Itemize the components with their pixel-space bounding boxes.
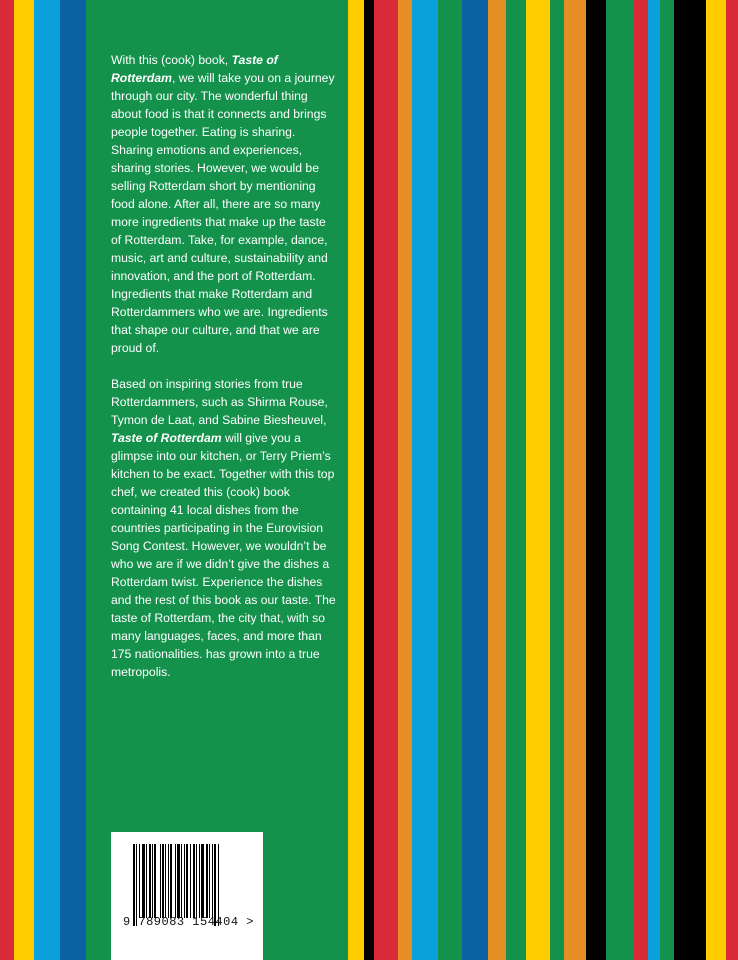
barcode-bar (139, 844, 140, 918)
stripe-blue (34, 0, 60, 960)
barcode-bar (177, 844, 180, 918)
barcode-bar (214, 844, 216, 926)
stripe-black (364, 0, 374, 960)
barcode-bar (206, 844, 208, 918)
stripe-green (506, 0, 526, 960)
barcode-bar (212, 844, 213, 918)
paragraph-text: Based on inspiring stories from true Rotterdammers, such as Shirma Rouse, Tymon de Laat, and Sabine Biesheuvel, (111, 377, 328, 427)
barcode-box (111, 832, 263, 960)
stripe-navy (60, 0, 86, 960)
barcode-bar (199, 844, 200, 918)
barcode-bar (190, 844, 191, 918)
book-title-emphasis: Taste of Rotterdam (111, 431, 222, 445)
barcode-bar (162, 844, 164, 918)
stripe-red (374, 0, 398, 960)
barcode-bar (152, 844, 153, 918)
isbn-number: 9 789083 154404 > (123, 915, 254, 929)
stripe-red (634, 0, 648, 960)
barcode-bar (193, 844, 195, 918)
stripe-green (606, 0, 634, 960)
paragraph-text: , we will take you on a journey through our city. The wonderful thing about food is that it connects and brings people together. Eating is sharing. Sharing emotions and experiences, sharing stories. However, we would be selling Rotterdam short by mentioning food alone. After all, there are so many more ingredients that make up the taste of Rotterdam. Take, for example, dance, music, art and culture, sustainability and innovation, and the port of Rotterdam. Ingredients that make Rotterdam and Rotterdammers who we are. Ingredients that shape our culture, and that we are proud of. (111, 71, 335, 355)
stripe-orange (488, 0, 506, 960)
stripe-blue (648, 0, 660, 960)
barcode-bar (186, 844, 188, 918)
barcode-bar (201, 844, 204, 918)
book-title-emphasis: Taste of Rotterdam (111, 53, 278, 85)
barcode-bar (218, 844, 219, 926)
barcode-bar (133, 844, 135, 926)
paragraph-text: will give you a glimpse into our kitchen, or Terry Priem’s kitchen to be exact. Together with this top chef, we created this (cook) book containing 41 local dishes from the countries participating in the Eurovision Song Contest. However, we wouldn’t be who we are if we didn’t give the dishes a Rotterdam twist. Experience the dishes and the rest of this book as our taste. The taste of Rotterdam, the city that, with so many languages, faces, and more than 175 nationalities. has grown into a true metropolis. (111, 431, 336, 679)
paragraph-1 (111, 51, 336, 357)
stripe-black (586, 0, 606, 960)
barcode-bar (165, 844, 166, 918)
stripe-black (674, 0, 706, 960)
stripe-yellow (706, 0, 726, 960)
barcode-bar (149, 844, 151, 918)
barcode-bar (181, 844, 182, 918)
paragraph-2 (111, 375, 336, 681)
barcode-bar (170, 844, 172, 918)
paragraph-text: With this (cook) book, (111, 53, 232, 67)
barcode-bar (184, 844, 185, 918)
back-cover-text (111, 51, 336, 699)
barcode-bar (146, 844, 147, 918)
stripe-green (660, 0, 674, 960)
stripe-yellow (526, 0, 550, 960)
barcode-bar (168, 844, 169, 918)
barcode-image (133, 844, 237, 926)
barcode-bar (160, 844, 161, 918)
barcode-bar (142, 844, 145, 918)
stripe-blue (412, 0, 438, 960)
stripe-green (550, 0, 564, 960)
stripe-red (0, 0, 14, 960)
barcode-bar (196, 844, 197, 918)
stripe-navy (462, 0, 488, 960)
barcode-bar (136, 844, 137, 926)
stripe-yellow (348, 0, 364, 960)
barcode-bar (175, 844, 176, 918)
stripe-red (726, 0, 738, 960)
stripe-green (438, 0, 462, 960)
stripe-yellow (14, 0, 34, 960)
barcode-bar (209, 844, 210, 918)
barcode-bar (154, 844, 156, 918)
stripe-orange (398, 0, 412, 960)
stripe-orange (564, 0, 586, 960)
